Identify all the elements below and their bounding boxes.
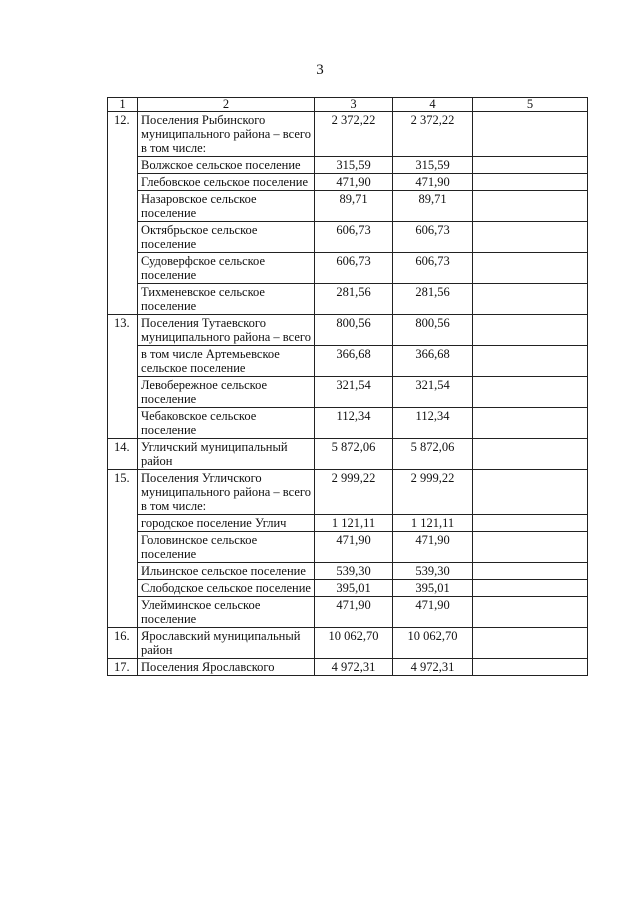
- row-number-cell: [108, 174, 138, 191]
- row-value-col3-cell: 5 872,06: [315, 439, 393, 470]
- row-number-cell: 17.: [108, 659, 138, 676]
- row-name-cell: Левобережное сельское поселение: [138, 377, 315, 408]
- row-note-cell: [473, 408, 588, 439]
- header-col-4: 4: [393, 98, 473, 112]
- row-value-col3-cell: 471,90: [315, 174, 393, 191]
- row-value-col4-cell: 281,56: [393, 284, 473, 315]
- row-number-cell: [108, 284, 138, 315]
- row-note-cell: [473, 346, 588, 377]
- header-col-2: 2: [138, 98, 315, 112]
- row-name-cell: Поселения Тутаевского муниципального района – всего: [138, 315, 315, 346]
- row-value-col3-cell: 1 121,11: [315, 515, 393, 532]
- table-row: [108, 597, 588, 628]
- row-value-col3-cell: 281,56: [315, 284, 393, 315]
- row-name-cell: Ярославский муниципальный район: [138, 628, 315, 659]
- table-row: [108, 628, 588, 659]
- row-value-col4-cell: 471,90: [393, 597, 473, 628]
- row-name-cell: Судоверфское сельское поселение: [138, 253, 315, 284]
- row-value-col4-cell: 2 372,22: [393, 112, 473, 157]
- row-value-col3-cell: 112,34: [315, 408, 393, 439]
- row-note-cell: [473, 515, 588, 532]
- row-name-cell: Ильинское сельское поселение: [138, 563, 315, 580]
- row-number-cell: 14.: [108, 439, 138, 470]
- row-value-col3-cell: 471,90: [315, 532, 393, 563]
- table-row: [108, 157, 588, 174]
- row-value-col3-cell: 366,68: [315, 346, 393, 377]
- header-col-1: 1: [108, 98, 138, 112]
- row-value-col4-cell: 112,34: [393, 408, 473, 439]
- row-note-cell: [473, 377, 588, 408]
- row-note-cell: [473, 659, 588, 676]
- row-name-cell: Глебовское сельское поселение: [138, 174, 315, 191]
- row-value-col3-cell: 539,30: [315, 563, 393, 580]
- table-row: [108, 377, 588, 408]
- row-value-col4-cell: 606,73: [393, 253, 473, 284]
- row-value-col3-cell: 321,54: [315, 377, 393, 408]
- table-row: [108, 346, 588, 377]
- row-value-col3-cell: 800,56: [315, 315, 393, 346]
- table-row: [108, 222, 588, 253]
- table-row: [108, 563, 588, 580]
- table-row: [108, 174, 588, 191]
- row-note-cell: [473, 580, 588, 597]
- row-value-col4-cell: 1 121,11: [393, 515, 473, 532]
- table-row: [108, 408, 588, 439]
- row-value-col4-cell: 395,01: [393, 580, 473, 597]
- row-value-col4-cell: 10 062,70: [393, 628, 473, 659]
- row-note-cell: [473, 157, 588, 174]
- row-note-cell: [473, 174, 588, 191]
- row-number-cell: 13.: [108, 315, 138, 346]
- row-value-col3-cell: 2 372,22: [315, 112, 393, 157]
- row-value-col4-cell: 89,71: [393, 191, 473, 222]
- row-name-cell: Волжское сельское поселение: [138, 157, 315, 174]
- header-col-3: 3: [315, 98, 393, 112]
- row-number-cell: [108, 515, 138, 532]
- row-note-cell: [473, 628, 588, 659]
- table-row: [108, 515, 588, 532]
- row-note-cell: [473, 563, 588, 580]
- row-value-col4-cell: 321,54: [393, 377, 473, 408]
- row-name-cell: городское поселение Углич: [138, 515, 315, 532]
- header-col-5: 5: [473, 98, 588, 112]
- row-value-col3-cell: 395,01: [315, 580, 393, 597]
- row-value-col3-cell: 4 972,31: [315, 659, 393, 676]
- page-number: 3: [316, 62, 324, 78]
- row-number-cell: [108, 377, 138, 408]
- row-value-col3-cell: 471,90: [315, 597, 393, 628]
- row-note-cell: [473, 315, 588, 346]
- row-value-col3-cell: 89,71: [315, 191, 393, 222]
- row-value-col3-cell: 10 062,70: [315, 628, 393, 659]
- row-note-cell: [473, 532, 588, 563]
- row-number-cell: [108, 408, 138, 439]
- row-number-cell: [108, 222, 138, 253]
- row-value-col4-cell: 800,56: [393, 315, 473, 346]
- row-number-cell: [108, 563, 138, 580]
- row-name-cell: в том числе Артемьевское сельское поселение: [138, 346, 315, 377]
- row-name-cell: Тихменевское сельское поселение: [138, 284, 315, 315]
- table-row: [108, 284, 588, 315]
- row-number-cell: [108, 253, 138, 284]
- row-number-cell: [108, 580, 138, 597]
- row-name-cell: Головинское сельское поселение: [138, 532, 315, 563]
- table-row: [108, 532, 588, 563]
- row-number-cell: 15.: [108, 470, 138, 515]
- row-name-cell: Поселения Угличского муниципального района – всего в том числе:: [138, 470, 315, 515]
- table-row: [108, 580, 588, 597]
- table-row: [108, 253, 588, 284]
- row-value-col4-cell: 315,59: [393, 157, 473, 174]
- table-header-row: [108, 98, 588, 112]
- row-number-cell: [108, 532, 138, 563]
- row-value-col4-cell: 471,90: [393, 174, 473, 191]
- row-name-cell: Назаровское сельское поселение: [138, 191, 315, 222]
- table-row: [108, 439, 588, 470]
- row-number-cell: 16.: [108, 628, 138, 659]
- row-note-cell: [473, 439, 588, 470]
- row-number-cell: 12.: [108, 112, 138, 157]
- row-value-col3-cell: 606,73: [315, 253, 393, 284]
- row-name-cell: Улейминское сельское поселение: [138, 597, 315, 628]
- row-name-cell: Октябрьское сельское поселение: [138, 222, 315, 253]
- row-number-cell: [108, 191, 138, 222]
- row-value-col4-cell: 539,30: [393, 563, 473, 580]
- row-number-cell: [108, 157, 138, 174]
- row-note-cell: [473, 470, 588, 515]
- row-value-col4-cell: 471,90: [393, 532, 473, 563]
- row-name-cell: Поселения Рыбинского муниципального района – всего в том числе:: [138, 112, 315, 157]
- row-name-cell: Слободское сельское поселение: [138, 580, 315, 597]
- row-name-cell: Чебаковское сельское поселение: [138, 408, 315, 439]
- table-row: [108, 191, 588, 222]
- allocation-table: [107, 97, 588, 676]
- row-number-cell: [108, 597, 138, 628]
- row-note-cell: [473, 597, 588, 628]
- row-value-col3-cell: 2 999,22: [315, 470, 393, 515]
- table-row: [108, 315, 588, 346]
- row-note-cell: [473, 284, 588, 315]
- row-value-col4-cell: 4 972,31: [393, 659, 473, 676]
- table-row: [108, 470, 588, 515]
- row-number-cell: [108, 346, 138, 377]
- row-note-cell: [473, 112, 588, 157]
- row-note-cell: [473, 191, 588, 222]
- row-value-col4-cell: 606,73: [393, 222, 473, 253]
- row-value-col3-cell: 606,73: [315, 222, 393, 253]
- row-value-col3-cell: 315,59: [315, 157, 393, 174]
- table-row: [108, 112, 588, 157]
- row-value-col4-cell: 5 872,06: [393, 439, 473, 470]
- row-name-cell: Угличский муниципальный район: [138, 439, 315, 470]
- row-value-col4-cell: 366,68: [393, 346, 473, 377]
- table-row: [108, 659, 588, 676]
- row-value-col4-cell: 2 999,22: [393, 470, 473, 515]
- row-name-cell: Поселения Ярославского: [138, 659, 315, 676]
- row-note-cell: [473, 253, 588, 284]
- row-note-cell: [473, 222, 588, 253]
